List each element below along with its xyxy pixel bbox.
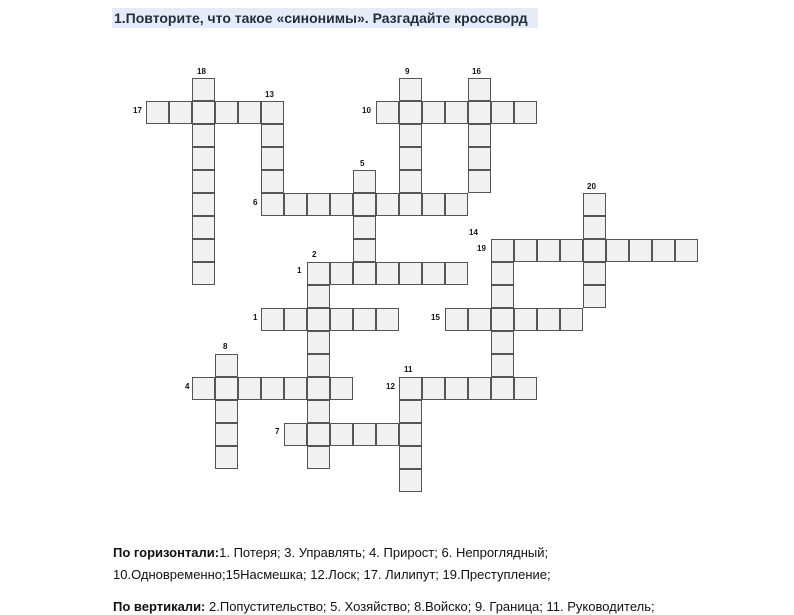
- crossword-cell[interactable]: [583, 285, 606, 308]
- crossword-cell[interactable]: [399, 262, 422, 285]
- crossword-cell[interactable]: [330, 377, 353, 400]
- crossword-cell[interactable]: [491, 101, 514, 124]
- crossword-cell[interactable]: [468, 308, 491, 331]
- crossword-cell[interactable]: [399, 78, 422, 101]
- crossword-cell[interactable]: [445, 262, 468, 285]
- clue-number-13: 13: [265, 90, 274, 99]
- crossword-cell[interactable]: [491, 239, 514, 262]
- crossword-cell[interactable]: [399, 124, 422, 147]
- crossword-cell[interactable]: [468, 101, 491, 124]
- clue-number-18: 18: [197, 67, 206, 76]
- clue-number-10: 10: [362, 106, 371, 115]
- crossword-cell[interactable]: [399, 469, 422, 492]
- crossword-cell[interactable]: [192, 377, 215, 400]
- crossword-cell[interactable]: [330, 308, 353, 331]
- crossword-cell[interactable]: [376, 308, 399, 331]
- crossword-cell[interactable]: [261, 308, 284, 331]
- crossword-cell[interactable]: [445, 193, 468, 216]
- crossword-cell[interactable]: [583, 262, 606, 285]
- crossword-cell[interactable]: [606, 239, 629, 262]
- crossword-cell[interactable]: [284, 377, 307, 400]
- crossword-cell[interactable]: [307, 285, 330, 308]
- crossword-cell[interactable]: [238, 101, 261, 124]
- crossword-cell[interactable]: [215, 354, 238, 377]
- crossword-cell[interactable]: [307, 400, 330, 423]
- crossword-cell[interactable]: [353, 239, 376, 262]
- crossword-cell[interactable]: [468, 170, 491, 193]
- crossword-cell[interactable]: [583, 239, 606, 262]
- crossword-cell[interactable]: [215, 446, 238, 469]
- crossword-cell[interactable]: [330, 193, 353, 216]
- crossword-cell[interactable]: [514, 377, 537, 400]
- crossword-cell[interactable]: [399, 170, 422, 193]
- crossword-cell[interactable]: [376, 101, 399, 124]
- crossword-cell[interactable]: [422, 193, 445, 216]
- crossword-cell[interactable]: [376, 423, 399, 446]
- crossword-cell[interactable]: [399, 147, 422, 170]
- clue-number-17: 17: [133, 106, 142, 115]
- crossword-cell[interactable]: [560, 239, 583, 262]
- crossword-cell[interactable]: [583, 193, 606, 216]
- crossword-cell[interactable]: [353, 423, 376, 446]
- crossword-cell[interactable]: [560, 308, 583, 331]
- crossword-cell[interactable]: [675, 239, 698, 262]
- crossword-cell[interactable]: [537, 239, 560, 262]
- crossword-cell[interactable]: [491, 377, 514, 400]
- crossword-cell[interactable]: [284, 423, 307, 446]
- crossword-cell[interactable]: [215, 400, 238, 423]
- crossword-cell[interactable]: [307, 331, 330, 354]
- crossword-cell[interactable]: [307, 423, 330, 446]
- crossword-cell[interactable]: [215, 423, 238, 446]
- crossword-cell[interactable]: [468, 124, 491, 147]
- crossword-cell[interactable]: [399, 193, 422, 216]
- crossword-cell[interactable]: [445, 377, 468, 400]
- crossword-cell[interactable]: [261, 147, 284, 170]
- crossword-cell[interactable]: [468, 377, 491, 400]
- clue-number-11: 11: [404, 365, 413, 374]
- crossword-cell[interactable]: [399, 446, 422, 469]
- down-clues-text: 2.Попустительство; 5. Хозяйство; 8.Войско; 9. Граница; 11. Руководитель;: [205, 599, 655, 614]
- crossword-cell[interactable]: [468, 78, 491, 101]
- clue-number-20: 20: [587, 182, 596, 191]
- clue-number-19: 19: [477, 244, 486, 253]
- clue-number-4: 4: [185, 382, 190, 391]
- crossword-cell[interactable]: [491, 308, 514, 331]
- crossword-cell[interactable]: [376, 262, 399, 285]
- crossword-cell[interactable]: [353, 170, 376, 193]
- crossword-cell[interactable]: [652, 239, 675, 262]
- crossword-cell[interactable]: [514, 101, 537, 124]
- crossword-cell[interactable]: [192, 101, 215, 124]
- crossword-cell[interactable]: [307, 193, 330, 216]
- crossword-cell[interactable]: [376, 193, 399, 216]
- crossword-cell[interactable]: [514, 308, 537, 331]
- crossword-cell[interactable]: [491, 354, 514, 377]
- crossword-cell[interactable]: [284, 308, 307, 331]
- crossword-cell[interactable]: [445, 308, 468, 331]
- clue-number-14: 14: [469, 228, 478, 237]
- crossword-cell[interactable]: [307, 377, 330, 400]
- clue-number-12: 12: [386, 382, 395, 391]
- crossword-cell[interactable]: [307, 308, 330, 331]
- clue-number-6: 6: [253, 198, 258, 207]
- crossword-cell[interactable]: [238, 377, 261, 400]
- crossword-cell[interactable]: [192, 147, 215, 170]
- clue-number-8: 8: [223, 342, 228, 351]
- crossword-cell[interactable]: [146, 101, 169, 124]
- crossword-cell[interactable]: [491, 331, 514, 354]
- crossword-cell[interactable]: [261, 377, 284, 400]
- crossword-cell[interactable]: [445, 101, 468, 124]
- crossword-cell[interactable]: [192, 193, 215, 216]
- clue-number-7: 7: [275, 427, 280, 436]
- crossword-cell[interactable]: [422, 262, 445, 285]
- crossword-cell[interactable]: [215, 377, 238, 400]
- crossword-cell[interactable]: [422, 101, 445, 124]
- crossword-cell[interactable]: [307, 354, 330, 377]
- clue-number-15: 15: [431, 313, 440, 322]
- clue-number-1: 1: [253, 313, 258, 322]
- crossword-cell[interactable]: [353, 193, 376, 216]
- crossword-cell[interactable]: [261, 170, 284, 193]
- down-clues-line: [113, 599, 655, 615]
- crossword-cell[interactable]: [583, 216, 606, 239]
- crossword-cell[interactable]: [491, 285, 514, 308]
- crossword-cell[interactable]: [192, 124, 215, 147]
- crossword-cell[interactable]: [192, 239, 215, 262]
- crossword-cell[interactable]: [399, 400, 422, 423]
- crossword-cell[interactable]: [353, 308, 376, 331]
- crossword-cell[interactable]: [192, 262, 215, 285]
- crossword-cell[interactable]: [192, 216, 215, 239]
- crossword-cell[interactable]: [399, 101, 422, 124]
- crossword-cell[interactable]: [491, 262, 514, 285]
- down-label: По вертикали:: [113, 599, 206, 614]
- crossword-cell[interactable]: [330, 423, 353, 446]
- crossword-cell[interactable]: [169, 101, 192, 124]
- across-clues-text: 1. Потеря; 3. Управлять; 4. Прирост; 6. Непроглядный;: [219, 545, 549, 560]
- clue-number-1: 1: [297, 266, 302, 275]
- crossword-cell[interactable]: [353, 216, 376, 239]
- crossword-cell[interactable]: [422, 377, 445, 400]
- crossword-cell[interactable]: [192, 78, 215, 101]
- task-title: 1.Повторите, что такое «синонимы». Разгадайте кроссворд: [112, 8, 538, 28]
- crossword-cell[interactable]: [261, 124, 284, 147]
- crossword-cell[interactable]: [514, 239, 537, 262]
- crossword-cell[interactable]: [215, 101, 238, 124]
- crossword-cell[interactable]: [537, 308, 560, 331]
- crossword-cell[interactable]: [192, 170, 215, 193]
- clue-number-9: 9: [405, 67, 410, 76]
- crossword-cell[interactable]: [261, 101, 284, 124]
- crossword-cell[interactable]: [629, 239, 652, 262]
- across-clues-line-1: [113, 545, 548, 561]
- crossword-cell[interactable]: [307, 262, 330, 285]
- crossword-cell[interactable]: [261, 193, 284, 216]
- crossword-cell[interactable]: [284, 193, 307, 216]
- crossword-cell[interactable]: [399, 423, 422, 446]
- crossword-cell[interactable]: [330, 262, 353, 285]
- clue-number-2: 2: [312, 250, 317, 259]
- across-label: По горизонтали:: [113, 545, 220, 560]
- crossword-cell[interactable]: [468, 147, 491, 170]
- crossword-cell[interactable]: [353, 262, 376, 285]
- clue-number-5: 5: [360, 159, 365, 168]
- crossword-cell[interactable]: [307, 446, 330, 469]
- across-clues-line-2: 10.Одновременно;15Насмешка; 12.Лоск; 17. Лилипут; 19.Преступление;: [113, 567, 551, 582]
- clue-number-16: 16: [472, 67, 481, 76]
- crossword-cell[interactable]: [399, 377, 422, 400]
